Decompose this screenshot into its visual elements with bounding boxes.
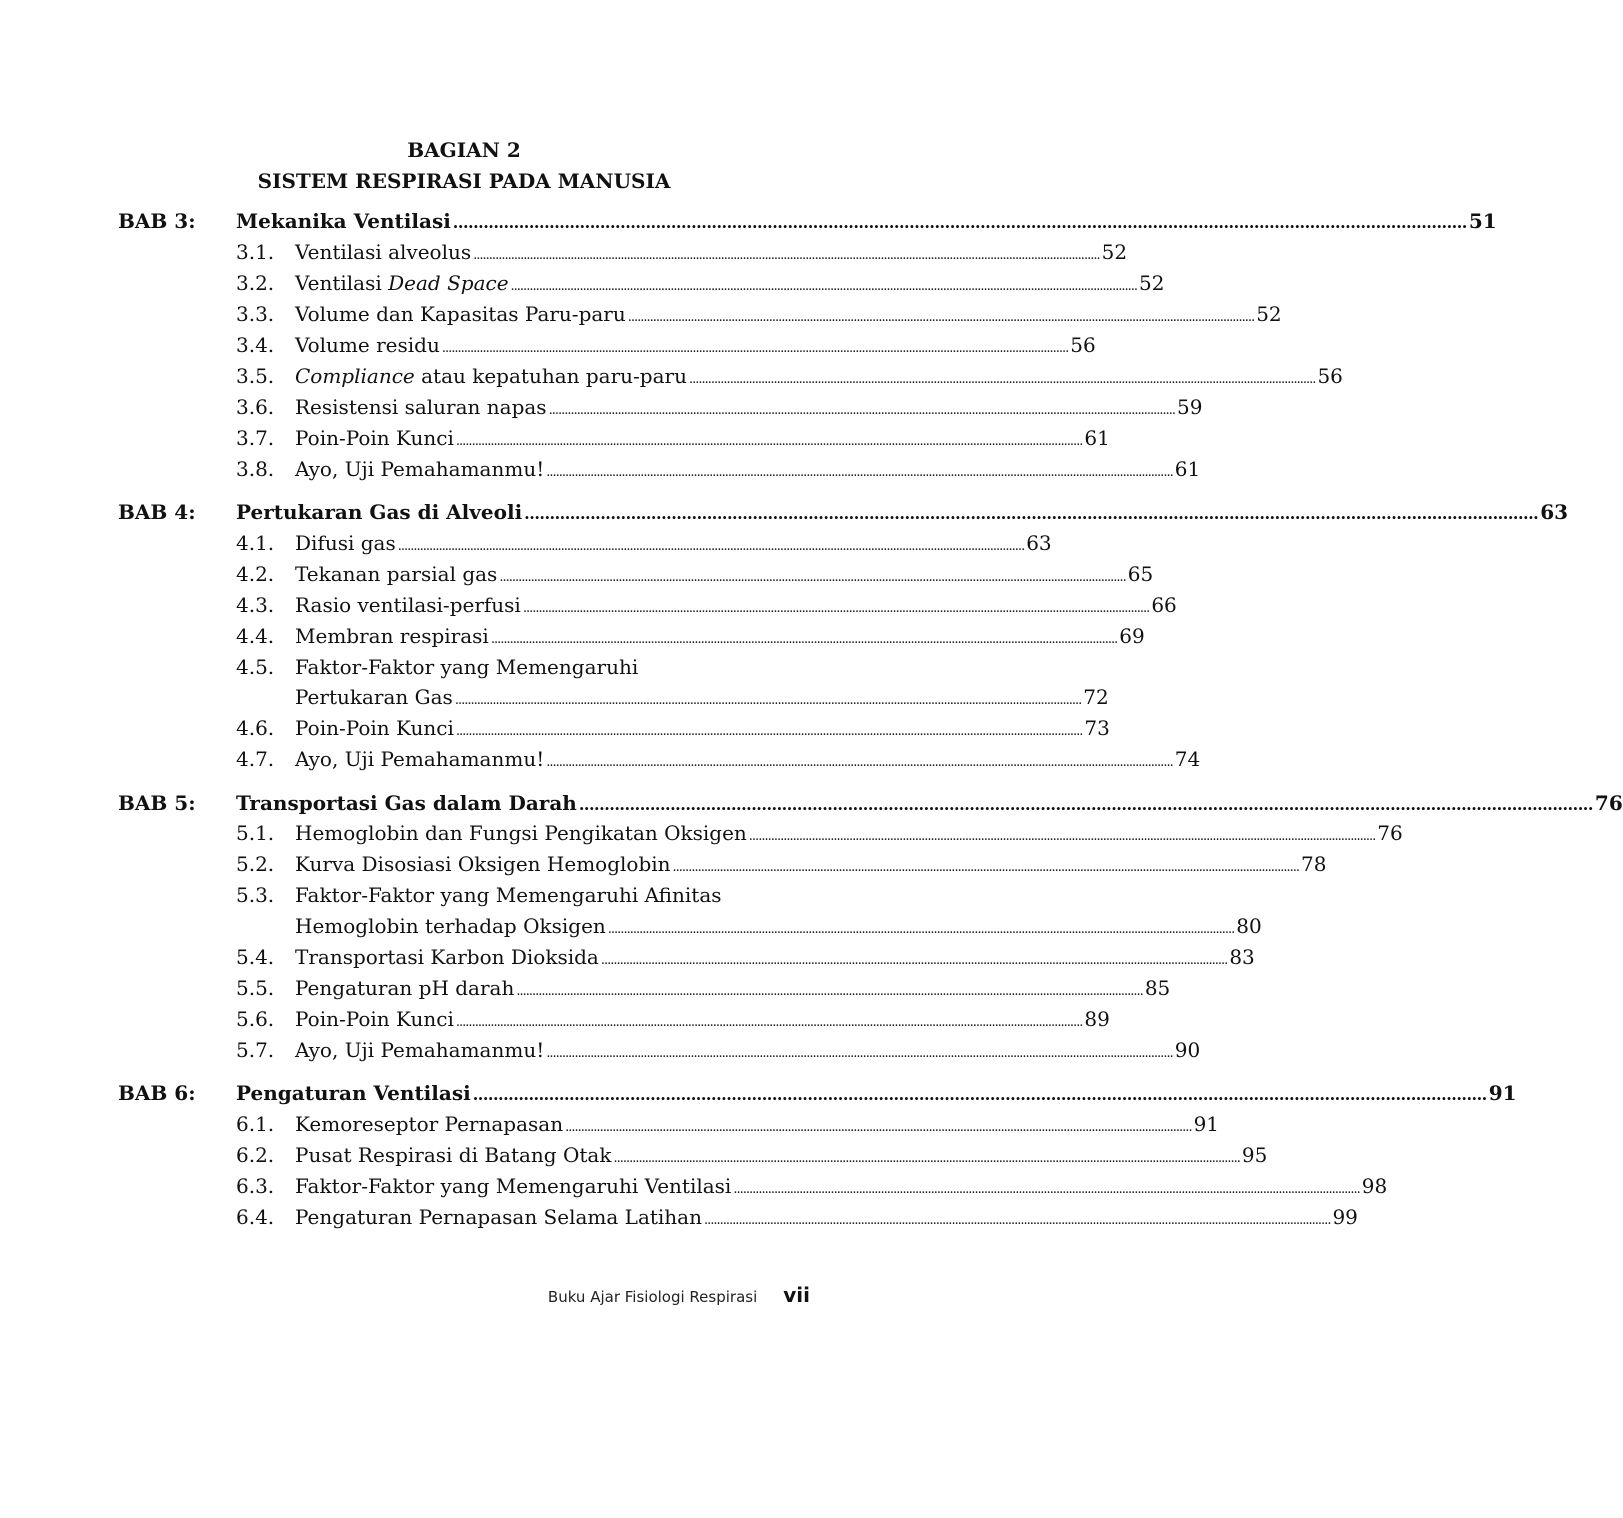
section-row [236,333,1096,364]
section-row [236,1174,1388,1205]
section-number: 5.6. [236,1007,275,1031]
dot-leader: ........................................................................................................................................................................................................ [397,539,1025,554]
section-row [236,821,1403,852]
section-row [236,852,1327,883]
section-page: 78 [1301,852,1327,876]
dot-leader: ........................................................................................................................................................................................................ [565,1120,1192,1135]
section-row [236,1143,1268,1174]
section-title: Pengaturan pH darah [295,976,515,1000]
dot-leader: ........................................................................................................................................................................................................ [455,434,1083,449]
section-page: 95 [1241,1143,1268,1167]
chapter-label: BAB 3: [118,209,196,233]
section-title: Faktor-Faktor yang Memengaruhi Ventilasi [295,1174,732,1198]
section-number: 6.2. [236,1143,275,1167]
dot-leader: ........................................................................................................................................................................................................ [607,922,1235,937]
section-number: 4.5. [236,655,275,679]
section-page: 65 [1127,562,1154,586]
section-page: 61 [1084,426,1110,450]
dot-leader: ........................................................................................................................................................................................................ [546,755,1173,770]
chapter-row [118,1081,1517,1112]
dot-leader: ........................................................................................................................................................................................................ [548,403,1176,418]
section-title-line2: Pertukaran Gas [295,685,453,709]
chapter-row [118,500,1569,531]
section-number: 5.1. [236,821,275,845]
section-row [236,976,1171,1007]
dot-leader: ........................................................................................................................................................................................................ [672,860,1299,875]
section-number: 5.4. [236,945,275,969]
dot-leader: ........................................................................................................................................................................................................ [454,693,1082,708]
dot-leader: ........................................................................................................................................................................................................ [600,953,1228,968]
section-number: 4.4. [236,624,275,648]
section-page: 83 [1229,945,1255,969]
section-row-continuation [295,914,1262,945]
chapter-title: Pertukaran Gas di Alveoli [236,500,523,524]
section-title: Poin-Poin Kunci [295,716,454,740]
dot-leader: ........................................................................................................................................................................................................ [455,724,1083,739]
dot-leader: ........................................................................................................................................................................................................ [441,341,1069,356]
section-title: Rasio ventilasi-perfusi [295,593,521,617]
dot-leader: ........................................................................................................................................................................................................ [472,1085,1487,1104]
section-number: 3.7. [236,426,275,450]
section-page: 99 [1332,1205,1358,1229]
section-number: 5.7. [236,1038,275,1062]
section-row [236,364,1343,395]
section-title: Ayo, Uji Pemahamanmu! [295,747,545,771]
chapter-title: Transportasi Gas dalam Darah [236,791,577,815]
section-number: 4.2. [236,562,275,586]
section-number: 5.2. [236,852,275,876]
dot-leader: ........................................................................................................................................................................................................ [455,1015,1083,1030]
chapter-title: Mekanika Ventilasi [236,209,451,233]
section-title: Pengaturan Pernapasan Selama Latihan [295,1205,702,1229]
section-number: 6.3. [236,1174,275,1198]
section-row [236,395,1203,426]
section-title-italic: Dead Space [388,271,509,295]
section-row [236,1007,1110,1038]
section-title: Ventilasi alveolus [295,240,472,264]
section-row-continuation [295,685,1109,716]
section-number: 4.3. [236,593,275,617]
dot-leader: ........................................................................................................................................................................................................ [578,795,1593,814]
section-row [236,624,1145,655]
dot-leader: ........................................................................................................................................................................................................ [510,279,1137,294]
section-title: Pusat Respirasi di Batang Otak [295,1143,612,1167]
section-row [236,747,1201,778]
section-number: 5.3. [236,883,275,907]
section-page: 90 [1174,1038,1201,1062]
section-number: 3.1. [236,240,275,264]
section-title: Faktor-Faktor yang Memengaruhi [295,655,639,679]
section-page: 73 [1084,716,1110,740]
section-page: 61 [1174,457,1201,481]
footer-page-number: vii [783,1283,810,1307]
section-page: 66 [1151,593,1177,617]
section-title: Resistensi saluran napas [295,395,547,419]
section-number: 3.2. [236,271,275,295]
section-title [295,364,687,388]
dot-leader: ........................................................................................................................................................................................................ [499,570,1126,585]
section-title-italic: Compliance [295,364,415,388]
section-number: 3.4. [236,333,275,357]
section-number: 4.6. [236,716,275,740]
dot-leader: ........................................................................................................................................................................................................ [546,1046,1173,1061]
section-page: 69 [1119,624,1145,648]
chapter-row [118,791,1623,822]
section-page: 74 [1174,747,1201,771]
section-number: 3.3. [236,302,275,326]
dot-leader: ........................................................................................................................................................................................................ [516,984,1143,999]
dot-leader: ........................................................................................................................................................................................................ [733,1182,1360,1197]
section-row [236,531,1052,562]
section-title-text: Ventilasi [295,271,389,295]
section-row [236,1205,1358,1236]
section-row [236,945,1255,976]
section-title: Faktor-Faktor yang Memengaruhi Afinitas [295,883,722,907]
section-page: 98 [1361,1174,1388,1198]
section-row [236,716,1110,747]
section-page: 85 [1144,976,1171,1000]
section-row [236,426,1110,457]
section-row [236,593,1177,624]
section-page: 52 [1256,302,1282,326]
part-number: BAGIAN 2 [407,138,521,162]
section-title: Volume residu [295,333,440,357]
chapter-title: Pengaturan Ventilasi [236,1081,471,1105]
dot-leader: ........................................................................................................................................................................................................ [748,829,1376,844]
section-number: 6.4. [236,1205,275,1229]
section-title [295,271,509,295]
section-number: 6.1. [236,1112,275,1136]
chapter-page: 76 [1594,791,1623,815]
section-page: 56 [1317,364,1343,388]
dot-leader: ........................................................................................................................................................................................................ [490,632,1118,647]
section-page: 89 [1084,1007,1110,1031]
section-number: 3.8. [236,457,275,481]
section-page: 59 [1177,395,1203,419]
dot-leader: ........................................................................................................................................................................................................ [546,465,1173,480]
dot-leader: ........................................................................................................................................................................................................ [688,372,1316,387]
chapter-page: 91 [1488,1081,1517,1105]
section-page: 52 [1139,271,1165,295]
chapter-label: BAB 5: [118,791,196,815]
section-title: Poin-Poin Kunci [295,1007,454,1031]
dot-leader: ........................................................................................................................................................................................................ [473,248,1100,263]
section-page: 91 [1193,1112,1220,1136]
section-row [236,302,1282,333]
section-title: Tekanan parsial gas [295,562,498,586]
chapter-page: 51 [1468,209,1497,233]
part-title: SISTEM RESPIRASI PADA MANUSIA [257,169,671,193]
dot-leader: ........................................................................................................................................................................................................ [524,504,1539,523]
section-number: 3.5. [236,364,275,388]
section-page: 72 [1083,685,1109,709]
section-row [236,1112,1220,1143]
section-page: 63 [1026,531,1052,555]
chapter-row [118,209,1497,240]
section-row [236,562,1154,593]
dot-leader: ........................................................................................................................................................................................................ [452,213,1467,232]
chapter-page: 63 [1540,500,1569,524]
section-number: 5.5. [236,976,275,1000]
dot-leader: ........................................................................................................................................................................................................ [703,1213,1331,1228]
section-title-text: atau kepatuhan paru-paru [414,364,687,388]
section-title: Hemoglobin dan Fungsi Pengikatan Oksigen [295,821,747,845]
dot-leader: ........................................................................................................................................................................................................ [627,310,1255,325]
section-row [236,457,1201,488]
dot-leader: ........................................................................................................................................................................................................ [522,601,1150,616]
section-row [236,883,806,914]
section-title: Volume dan Kapasitas Paru-paru [295,302,626,326]
section-title-line2: Hemoglobin terhadap Oksigen [295,914,606,938]
chapter-label: BAB 4: [118,500,196,524]
dot-leader: ........................................................................................................................................................................................................ [613,1151,1240,1166]
section-title: Poin-Poin Kunci [295,426,454,450]
section-row [236,1038,1201,1069]
section-number: 4.1. [236,531,275,555]
section-title: Kemoreseptor Pernapasan [295,1112,564,1136]
section-row [236,655,806,686]
section-row [236,271,1165,302]
section-title: Transportasi Karbon Dioksida [295,945,599,969]
section-number: 4.7. [236,747,275,771]
section-page: 76 [1377,821,1403,845]
section-number: 3.6. [236,395,275,419]
section-title: Kurva Disosiasi Oksigen Hemoglobin [295,852,671,876]
section-title: Membran respirasi [295,624,489,648]
section-page: 52 [1101,240,1128,264]
section-row [236,240,1128,271]
section-title: Ayo, Uji Pemahamanmu! [295,1038,545,1062]
section-page: 56 [1070,333,1096,357]
section-page: 80 [1236,914,1262,938]
chapter-label: BAB 6: [118,1081,196,1105]
page-footer [540,1283,810,1307]
section-title: Ayo, Uji Pemahamanmu! [295,457,545,481]
footer-book-title: Buku Ajar Fisiologi Respirasi [547,1288,758,1306]
section-title: Difusi gas [295,531,396,555]
